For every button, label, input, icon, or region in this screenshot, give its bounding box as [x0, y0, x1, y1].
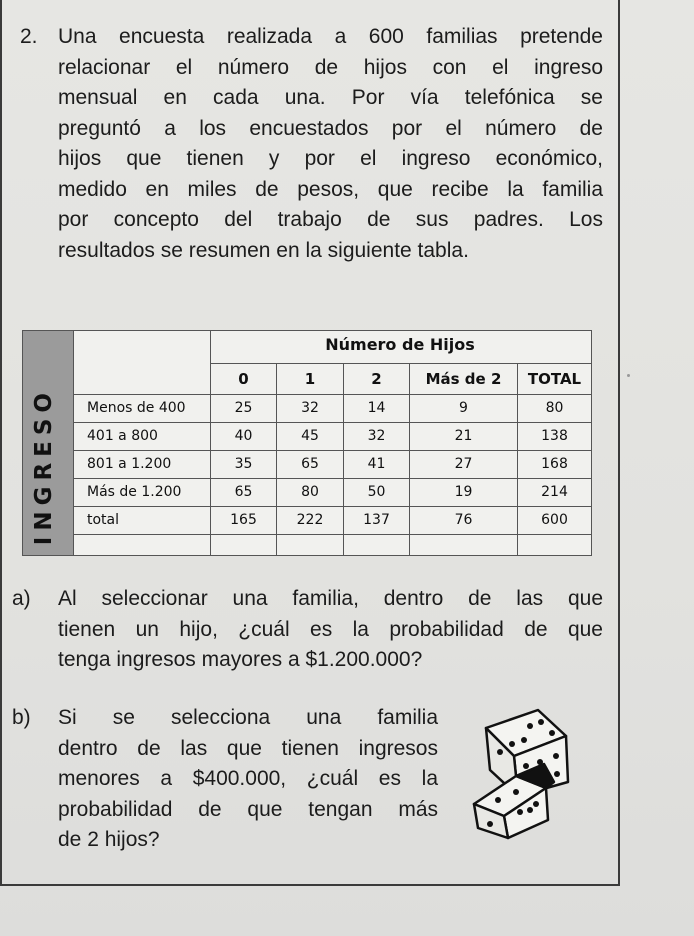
table-cell: 19	[454, 484, 473, 500]
column-header: Más de 2	[425, 370, 502, 388]
question-line: probabilidad de que tengan más	[58, 797, 438, 821]
table-cell: 40	[234, 428, 253, 444]
question-line: de 2 hijos?	[58, 828, 160, 851]
stray-mark	[627, 374, 630, 377]
table-cell: 41	[367, 456, 386, 472]
table-cell: 80	[545, 400, 564, 416]
contingency-table	[22, 330, 592, 556]
table-cell: 65	[301, 456, 319, 472]
question-line: dentro de las que tienen ingresos	[58, 736, 438, 760]
row-label: Menos de 400	[87, 400, 186, 416]
dice-illustration	[468, 700, 598, 840]
table-cell: 32	[367, 428, 386, 444]
question-line: tenga ingresos mayores a $1.200.000?	[58, 648, 423, 671]
question-line: tienen un hijo, ¿cuál es la probabilidad de que	[58, 617, 603, 641]
table-cell: 165	[230, 512, 257, 528]
question-line: Si se selecciona una familia	[58, 706, 438, 729]
row-label: total	[87, 512, 120, 528]
problem-statement	[58, 22, 603, 266]
grid-line	[211, 363, 591, 364]
table-cell: 25	[234, 400, 253, 416]
statement-line: por concepto del trabajo de sus padres. Los	[58, 208, 603, 231]
table-cell: 80	[301, 484, 319, 500]
question-a-letter: a)	[12, 587, 31, 610]
question-b	[58, 703, 438, 856]
table-cell: 35	[234, 456, 253, 472]
ingreso-side-bar	[23, 331, 73, 555]
statement-line: relacionar el número de hijos con el ingreso	[58, 55, 603, 79]
frame-right-border	[618, 0, 620, 885]
column-header: 1	[304, 370, 316, 388]
number-of-children-header: Número de Hijos	[325, 335, 475, 354]
table-cell: 50	[367, 484, 386, 500]
statement-line: resultados se resumen en la siguiente tabla.	[58, 238, 469, 262]
frame-left-border	[0, 0, 2, 885]
question-b-letter: b)	[12, 706, 31, 729]
table-cell: 14	[367, 400, 386, 416]
row-label: 801 a 1.200	[87, 456, 172, 472]
table-cell: 168	[541, 456, 568, 472]
table-cell: 32	[301, 400, 319, 416]
table-cell: 45	[301, 428, 319, 444]
table-cell: 137	[363, 512, 390, 528]
table-cell: 21	[454, 428, 473, 444]
table-cell: 600	[541, 512, 568, 528]
column-header: 2	[371, 370, 382, 388]
table-cell: 9	[459, 400, 468, 416]
frame-bottom-border	[0, 884, 620, 886]
row-label: 401 a 800	[87, 428, 158, 444]
statement-line: preguntó a los encuestados por el número de	[58, 116, 603, 140]
table-cell: 65	[234, 484, 253, 500]
problem-number: 2.	[20, 25, 38, 48]
column-header: 0	[238, 370, 249, 388]
table-cell: 27	[454, 456, 473, 472]
grid-line	[73, 331, 74, 555]
question-a	[58, 584, 603, 676]
table-cell: 76	[454, 512, 473, 528]
grid-line	[73, 534, 591, 535]
question-line: menores a $400.000, ¿cuál es la	[58, 767, 438, 790]
statement-line: medido en miles de pesos, que recibe la familia	[58, 177, 603, 201]
table-cell: 222	[296, 512, 324, 528]
row-label: Más de 1.200	[87, 484, 182, 500]
column-header: TOTAL	[527, 370, 582, 388]
statement-line: Una encuesta realizada a 600 familias pretende	[58, 25, 603, 48]
question-line: Al seleccionar una familia, dentro de las que	[58, 587, 603, 610]
ingreso-side-label: INGRESO	[31, 387, 57, 546]
table-cell: 214	[541, 484, 568, 500]
table-cell: 138	[541, 428, 568, 444]
statement-line: hijos que tienen y por el ingreso económico,	[58, 147, 603, 170]
statement-line: mensual en cada una. Por vía telefónica se	[58, 86, 603, 109]
